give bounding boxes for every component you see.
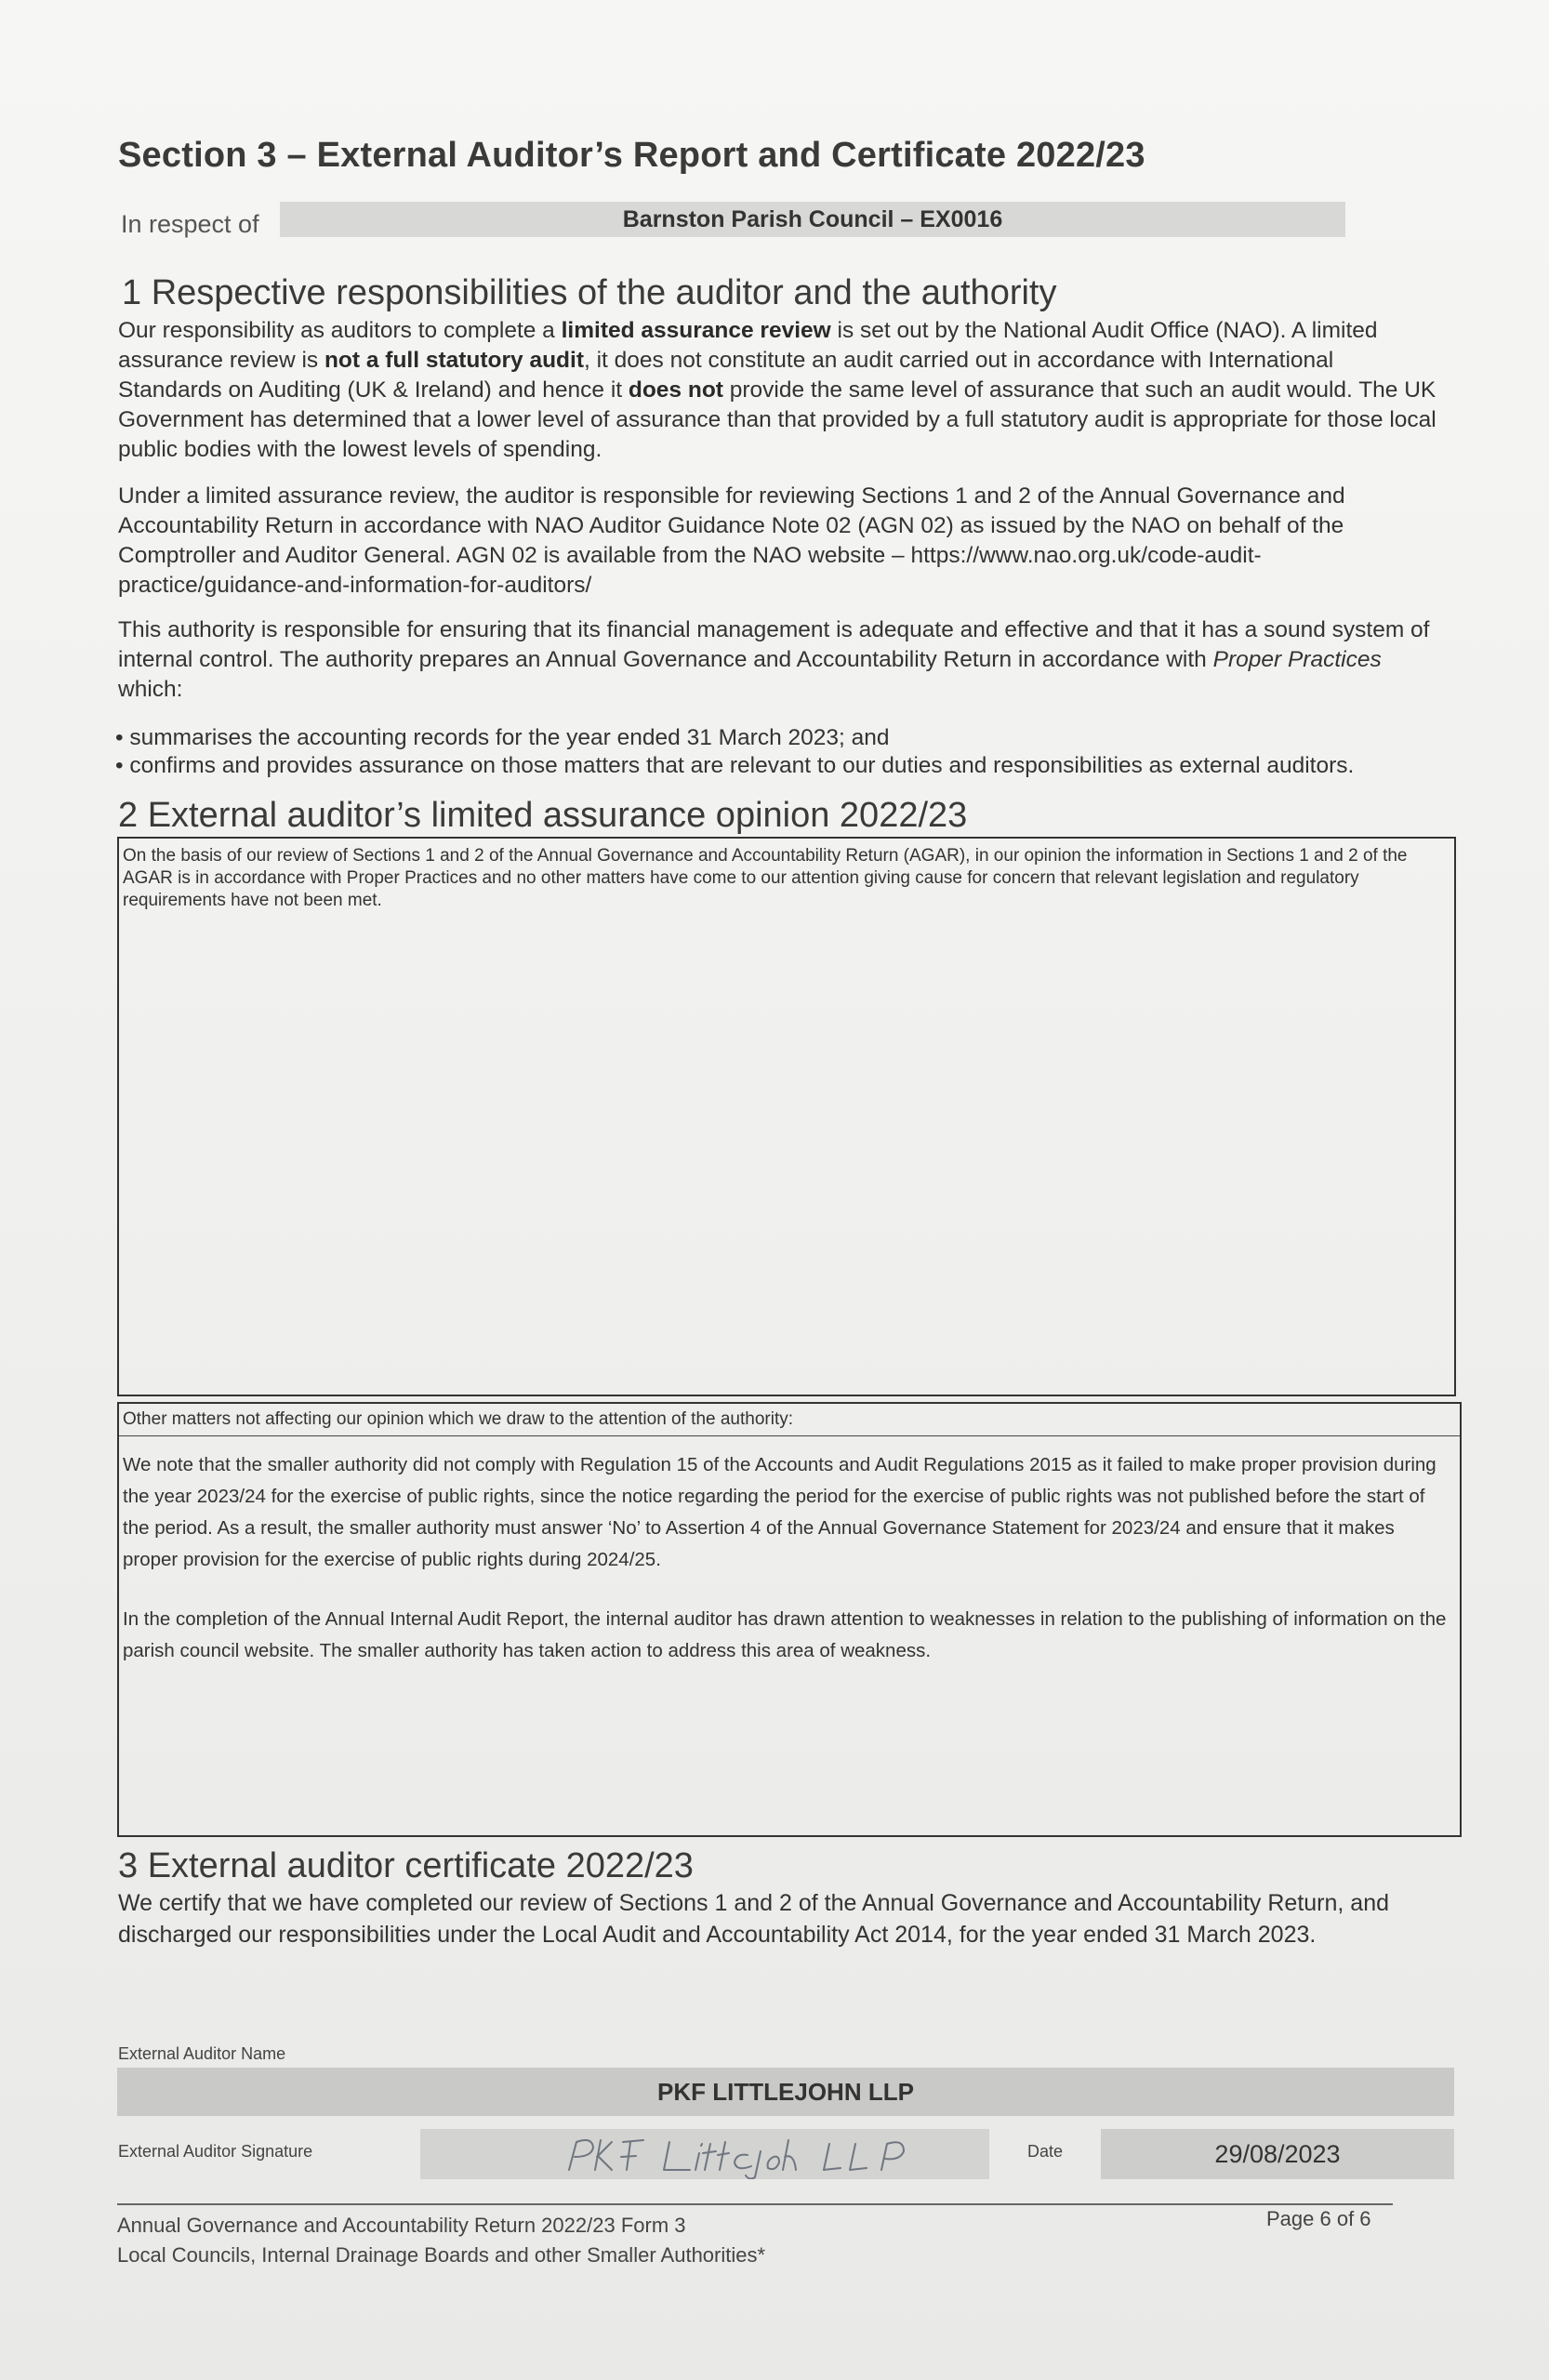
authority-name-field: Barnston Parish Council – EX0016	[280, 202, 1345, 237]
footer-line-2: Local Councils, Internal Drainage Boards and other Smaller Authorities*	[117, 2243, 766, 2267]
other-matters-label: Other matters not affecting our opinion which we draw to the attention of the authority:	[119, 1404, 1460, 1436]
other-matters-box	[117, 1402, 1462, 1837]
other-matters-paragraph-2: In the completion of the Annual Internal Audit Report, the internal auditor has drawn attention to weaknesses in relation to the publishing of information on the parish council website. The smaller authority has taken action to address this area of weakness.	[123, 1608, 1447, 1661]
other-matters-paragraph-1: We note that the smaller authority did not comply with Regulation 15 of the Accounts and Audit Regulations 2015 as it failed to make proper provision during the year 2023/24 for the exercise of public rights, since the notice regarding the period for the exercise of public rights was not published before the start of the period. As a result, the smaller authority must answer ‘No’ to Assertion 4 of the Annual Governance Statement for 2023/24 and ensure that it makes proper provision for the exercise of public rights during 2024/25.	[123, 1454, 1436, 1570]
signature-field	[420, 2129, 989, 2179]
section1-paragraph-3: This authority is responsible for ensuring that its financial management is adequate and effective and that it has a sound system of internal control. The authority prepares an Annual Governance and Accountability Return in accordance with Proper Practices which:	[118, 617, 1430, 702]
date-field: 29/08/2023	[1101, 2129, 1454, 2179]
bullet-item: • confirms and provides assurance on those matters that are relevant to our duties and responsibilities as external auditors.	[115, 753, 1355, 778]
handwritten-signature	[420, 2129, 989, 2179]
footer-line-1: Annual Governance and Accountability Return 2022/23 Form 3	[117, 2214, 686, 2237]
footer-form-info	[117, 2211, 765, 2270]
footer-divider	[117, 2203, 1393, 2205]
section1-heading: 1 Respective responsibilities of the auditor and the authority	[122, 273, 1057, 312]
page-number: Page 6 of 6	[1266, 2207, 1371, 2230]
certificate-text: We certify that we have completed our review of Sections 1 and 2 of the Annual Governance and Accountability Return, and discharged our responsibilities under the Local Audit and Accountability Act 2014, for the year ended 31 March 2023.	[118, 1890, 1390, 1948]
auditor-name-field: PKF LITTLEJOHN LLP	[117, 2068, 1454, 2116]
date-label: Date	[1027, 2142, 1064, 2161]
page-title: Section 3 – External Auditor’s Report and Certificate 2022/23	[118, 136, 1145, 175]
section3-heading: 3 External auditor certificate 2022/23	[118, 1846, 694, 1885]
auditor-signature-label: External Auditor Signature	[118, 2142, 313, 2161]
opinion-box	[117, 837, 1456, 1396]
section2-heading: 2 External auditor’s limited assurance opinion 2022/23	[118, 796, 968, 835]
auditor-name-label: External Auditor Name	[118, 2044, 286, 2063]
section1-paragraph-1: Our responsibility as auditors to complete a limited assurance review is set out by the National Audit Office (NAO). A limited assurance review is not a full statutory audit, it does not constitute an audit carried out in accordance with International Standards on Auditing (UK & Ireland) and hence it does not provide the same level of assurance that such an audit would. The UK Government has determined that a lower level of assurance than that provided by a full statutory audit is appropriate for those local public bodies with the lowest levels of spending.	[118, 318, 1436, 462]
bullet-item: • summarises the accounting records for the year ended 31 March 2023; and	[115, 725, 890, 750]
section1-paragraph-2: Under a limited assurance review, the auditor is responsible for reviewing Sections 1 and 2 of the Annual Governance and Accountability Return in accordance with NAO Auditor Guidance Note 02 (AGN 02) as issued by the NAO on behalf of the Comptroller and Auditor General. AGN 02 is available from the NAO website – https://www.nao.org.uk/code-audit-practice/guidance-and-information-for-auditors/	[118, 483, 1345, 598]
opinion-text: On the basis of our review of Sections 1 and 2 of the Annual Governance and Accountability Return (AGAR), in our opinion the information in Sections 1 and 2 of the AGAR is in accordance with Proper Practices and no other matters have come to our attention giving cause for concern that relevant legislation and regulatory requirements have not been met.	[123, 846, 1408, 910]
in-respect-of-label: In respect of	[121, 210, 259, 238]
